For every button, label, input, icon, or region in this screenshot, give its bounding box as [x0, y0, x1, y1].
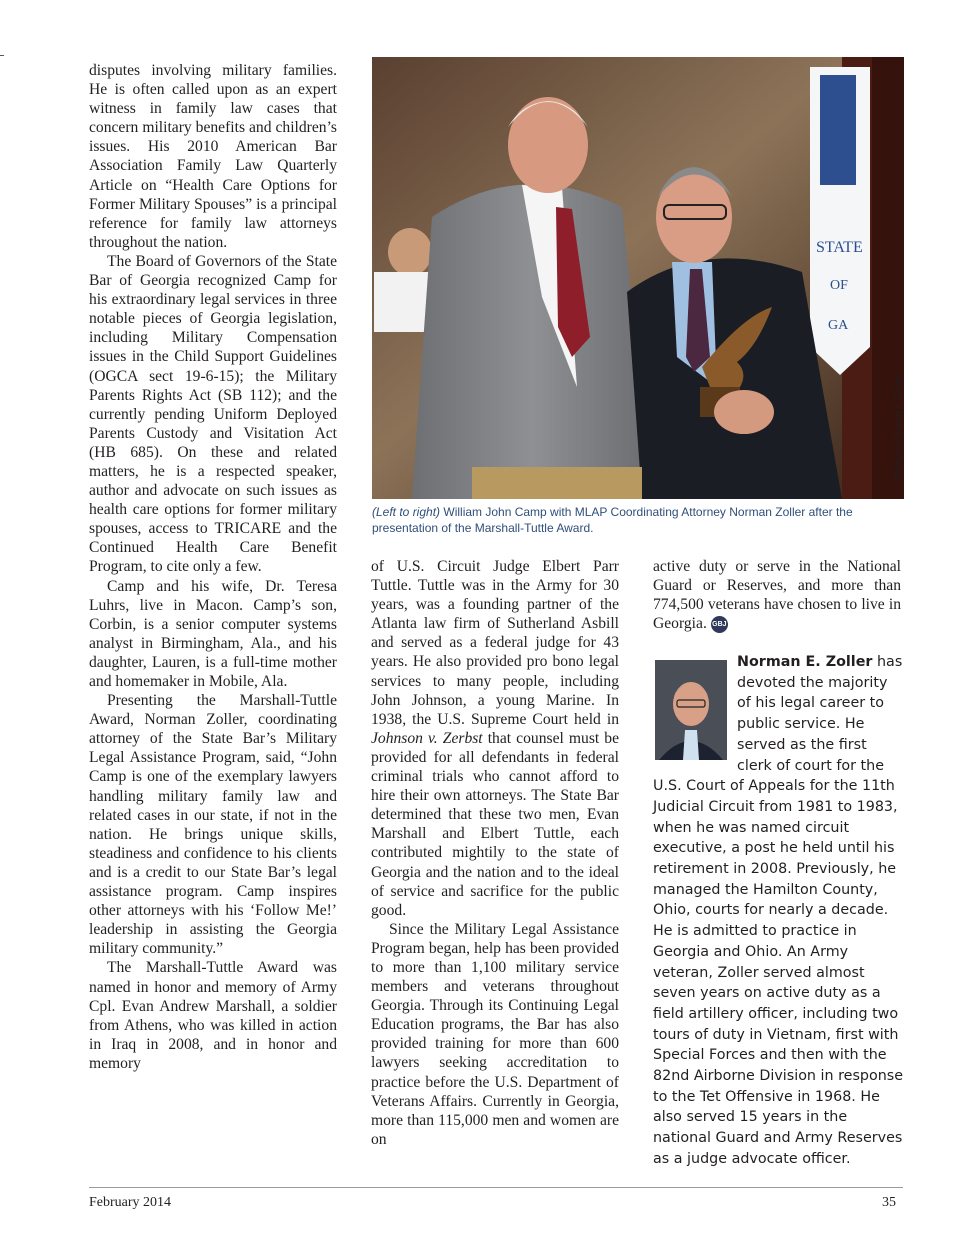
paragraph: disputes involving military families. He is often called upon as an expert witness in family law cases that concern military benefits and children’s issues. His 2010 American Bar Association Family Law Quarterly Article on “Health Care Options for Former Military Spouses” is a principal reference for family law attorneys throughout the nation.	[89, 62, 337, 251]
paragraph: Presenting the Marshall-Tuttle Award, Norman Zoller, coordinating attorney of the State Bar’s Military Legal Assistance Program, said, “John Camp is one of the exemplary lawyers handling military family law and related cases in our state, if not in the nation. He brings unique skills, steadiness and confidence to his clients and is a credit to our State Bar’s legal assistance program. Camp inspires other attorneys with his ‘Follow Me!’ leadership in assisting the Georgia military community.”	[89, 692, 337, 958]
banner-text: STATE	[816, 239, 863, 256]
paragraph: active duty or serve in the National Guard or Reserves, and more than 774,500 veterans have chosen to live in Georgia. GBJ	[653, 558, 901, 633]
paragraph: The Marshall-Tuttle Award was named in honor and memory of Army Cpl. Evan Andrew Marshall, a soldier from Athens, who was killed in action in Iraq in 2008, and in honor and memory	[89, 959, 337, 1072]
footer-divider	[89, 1187, 903, 1188]
bio-text: has devoted the majority of his legal career to public service. He served as the first clerk of court for the U.S. Court of Appeals for the 11th Judicial Circuit from 1981 to 1983, when he was named circuit executive, a post he held until his retirement in 2008. Previously, he managed the Hamilton County, Ohio, courts for nearly a decade. He is admitted to practice in Georgia and Ohio. An Army veteran, Zoller served almost seven years on active duty as a field artillery officer, including two tours of duty in Vietnam, first with Special Forces and then with the 82nd Airborne Division in response to the Tet Offensive in 1968. He also served 15 years in the national Guard and Army Reserves as a judge advocate officer.	[653, 654, 904, 1167]
case-name: Johnson v. Zerbst	[371, 729, 483, 747]
article-column-1	[89, 61, 337, 1073]
author-headshot	[655, 660, 727, 760]
banner-text: OF	[830, 278, 848, 293]
caption-text: William John Camp with MLAP Coordinating Attorney Norman Zoller after the presentation of the Marshall-Tuttle Award.	[372, 505, 853, 535]
award-photo	[372, 57, 904, 499]
issue-date: February 2014	[89, 1195, 172, 1210]
paragraph: Camp and his wife, Dr. Teresa Luhrs, live in Macon. Camp’s son, Corbin, is a senior computer systems analyst in Birmingham, Ala., and his daughter, Lauren, is a full-time mother and homemaker in Mobile, Ala.	[89, 577, 337, 690]
author-bio	[653, 652, 905, 1170]
article-column-3	[653, 557, 901, 633]
crop-mark	[0, 55, 4, 56]
gbj-end-mark-icon: GBJ	[711, 616, 728, 633]
banner-text: GA	[828, 318, 849, 333]
page-number: 35	[882, 1195, 896, 1210]
article-column-2	[371, 557, 619, 1149]
paragraph: The Board of Governors of the State Bar of Georgia recognized Camp for his extraordinary legal services in three notable pieces of Georgia legislation, including Military Compensation issues in the Child Support Guidelines (OGCA sect 19-6-15); the Military Parents Rights Act (SB 112); and the currently pending Uniform Deployed Parents Custody and Visitation Act (HB 685). On these and related matters, he is a respected speaker, author and advocate on such issues as health care options for former military spouses, access to TRICARE and the Continued Health Care Benefit Program, to cite only a few.	[89, 252, 337, 576]
photo-caption	[372, 504, 902, 536]
paragraph: of U.S. Circuit Judge Elbert Parr Tuttle. Tuttle was in the Army for 30 years, was a founding partner of the Atlanta law firm of Sutherland Asbill and served as a federal judge for 43 years. He also provided pro bono legal services to many people, including John Johnson, a young Marine. In 1938, the U.S. Supreme Court held in Johnson v. Zerbst that counsel must be provided for all defendants in federal criminal trials who cannot afford to hire their own attorneys. The State Bar determined that these two men, Evan Marshall and Elbert Tuttle, each contributed mightily to the state of Georgia and the nation and to the ideal of service and sacrifice for the public good.	[371, 558, 620, 919]
bio-name: Norman E. Zoller	[737, 654, 873, 670]
photo-credit: Photo by Sarah I. Coole	[893, 373, 904, 480]
caption-lead: (Left to right)	[372, 505, 441, 519]
paragraph: Since the Military Legal Assistance Program began, help has been provided to more than 1,100 military service members and veterans throughout Georgia. Through its Continuing Legal Education programs, the Bar has also provided training for more than 600 lawyers seeking accreditation to practice before the U.S. Department of Veterans Affairs. Currently in Georgia, more than 115,000 men and women are on	[371, 920, 619, 1148]
